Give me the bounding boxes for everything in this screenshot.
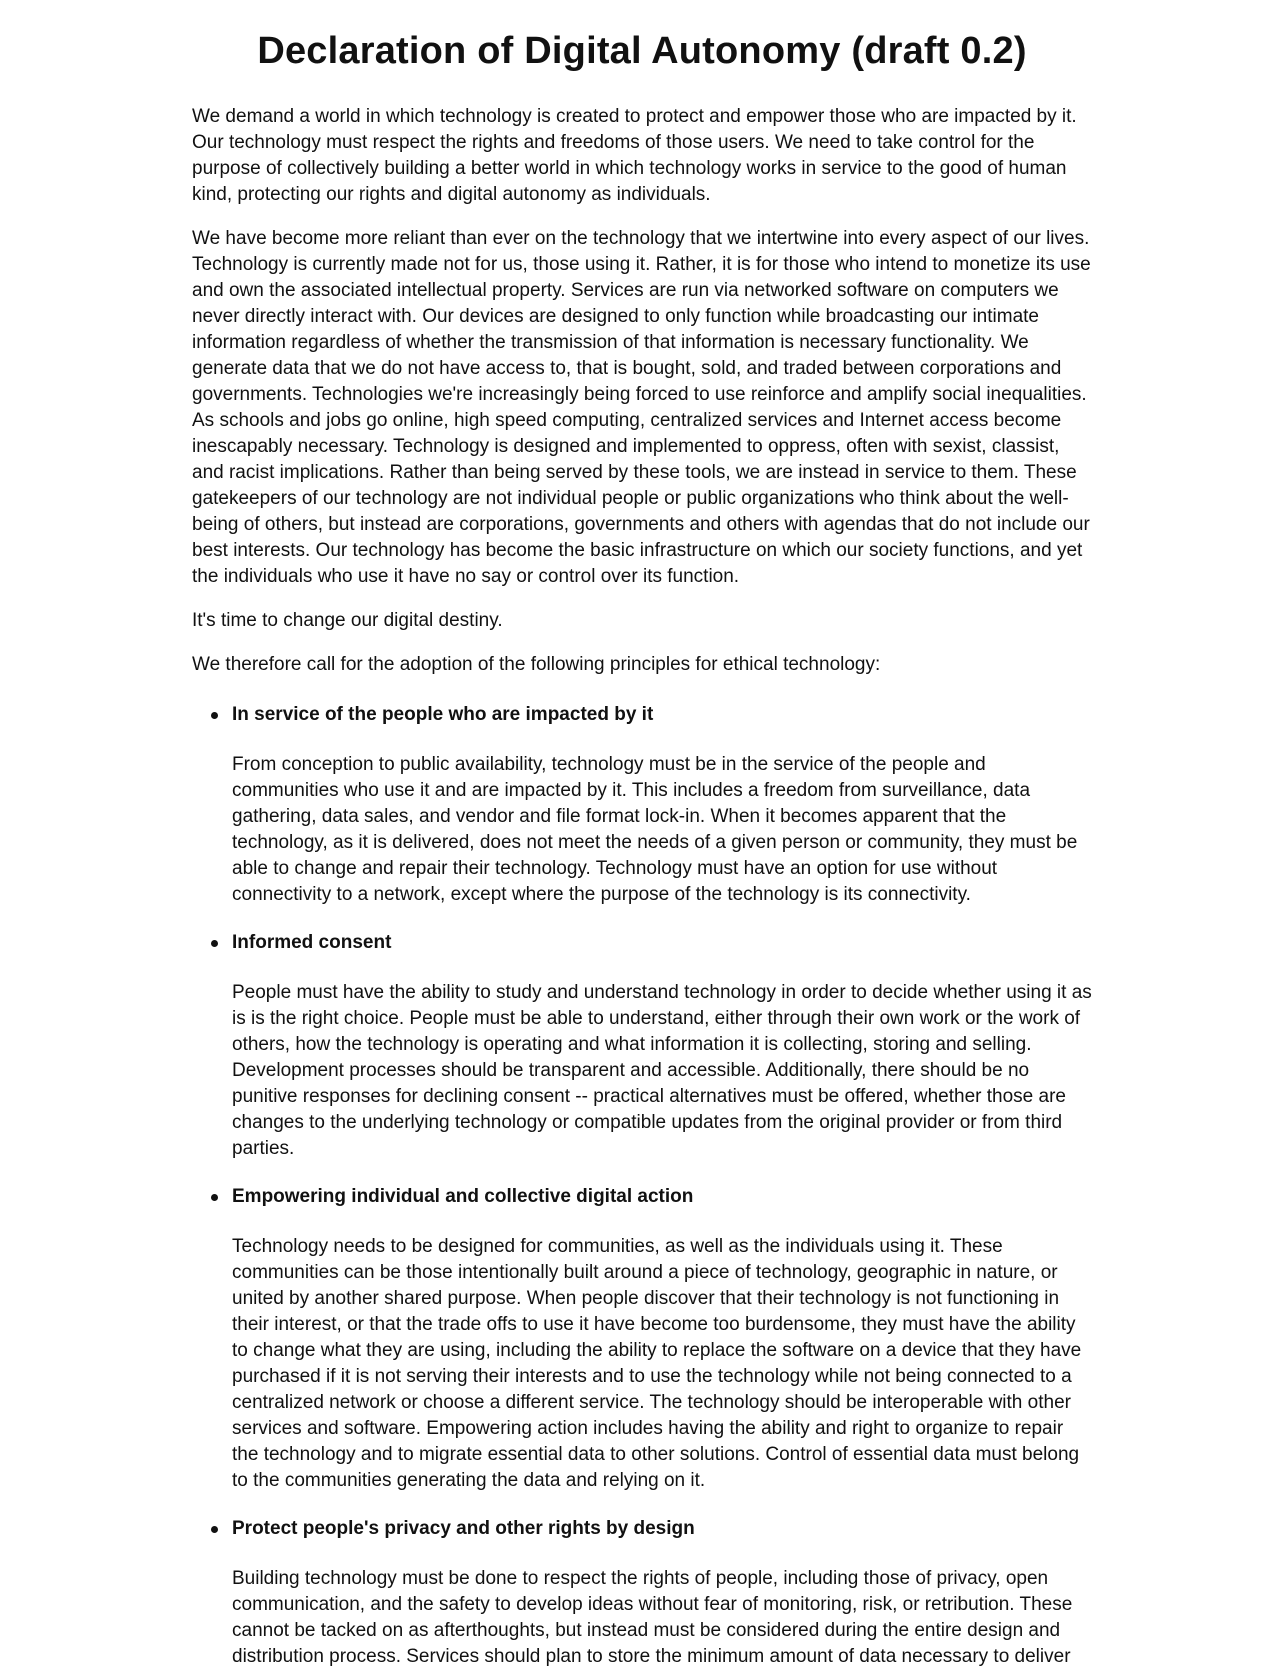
bullet-icon [211, 940, 218, 947]
principle-item-service [192, 702, 1092, 908]
principle-body: People must have the ability to study and understand technology in order to decide whether using it as is is the right choice. People must be able to understand, either through their own work or the work of others, how the technology is operating and what information it is collecting, storing and selling. Development processes should be transparent and accessible. Additionally, there should be no punitive responses for declining consent -- practical alternatives must be offered, whether those are changes to the underlying technology or compatible updates from the original provider or from third parties. [232, 982, 1092, 1159]
bullet-icon [211, 1526, 218, 1533]
bullet-icon [211, 712, 218, 719]
principle-body: Technology needs to be designed for communities, as well as the individuals using it. These communities can be those intentionally built around a piece of technology, geographic in nature, or united by another shared purpose. When people discover that their technology is not functioning in their interest, or that the trade offs to use it have become too burdensome, they must have the ability to change what they are using, including the ability to replace the software on a device that they have purchased if it is not serving their interests and to use the technology while not being connected to a centralized network or choose a different service. The technology should be interoperable with other services and software. Empowering action includes having the ability and right to organize to repair the technology and to migrate essential data to other solutions. Control of essential data must belong to the communities generating the data and relying on it. [232, 1236, 1082, 1491]
principle-item-privacy [192, 1516, 1092, 1670]
principle-item-action [192, 1184, 1092, 1494]
principles-list [192, 702, 1092, 1670]
principle-body: Building technology must be done to respect the rights of people, including those of privacy, open communication, and the safety to develop ideas without fear of monitoring, risk, or retribution. These cannot be tacked on as afterthoughts, but instead must be considered during the entire design and distribution process. Services should plan to store the minimum amount of data necessary to deliver [232, 1568, 1073, 1667]
page-title: Declaration of Digital Autonomy (draft 0.2) [257, 30, 1027, 72]
intro-paragraph-2: We have become more reliant than ever on the technology that we intertwine into every aspect of our lives. Technology is currently made not for us, those using it. Rather, it is for those who intend to monetize its use and own the associated intellectual property. Services are run via networked software on computers we never directly interact with. Our devices are designed to only function while broadcasting our intimate information regardless of whether the transmission of that information is necessary functionality. We generate data that we do not have access to, that is bought, sold, and traded between corporations and governments. Technologies we're increasingly being forced to use reinforce and amplify social inequalities. As schools and jobs go online, high speed computing, centralized services and Internet access become inescapably necessary. Technology is designed and implemented to oppress, often with sexist, classist, and racist implications. Rather than being served by these tools, we are instead in service to them. These gatekeepers of our technology are not individual people or public organizations who think about the well-being of others, but instead are corporations, governments and others with agendas that do not include our best interests. Our technology has become the basic infrastructure on which our society functions, and yet the individuals who use it have no say or control over its function. [192, 228, 1091, 587]
principle-title: In service of the people who are impacted by it [232, 704, 654, 725]
principle-title: Protect people's privacy and other rights by design [232, 1518, 695, 1539]
intro-paragraph-1: We demand a world in which technology is created to protect and empower those who are impacted by it. Our technology must respect the rights and freedoms of those users. We need to take control for the purpose of collectively building a better world in which technology works in service to the good of human kind, protecting our rights and digital autonomy as individuals. [192, 106, 1077, 205]
intro-paragraph-3: It's time to change our digital destiny. [192, 610, 503, 631]
intro-paragraph-4: We therefore call for the adoption of the following principles for ethical technology: [192, 654, 881, 675]
principle-title: Empowering individual and collective digital action [232, 1186, 694, 1207]
document-content [192, 24, 1092, 1671]
principle-body: From conception to public availability, technology must be in the service of the people and communities who use it and are impacted by it. This includes a freedom from surveillance, data gathering, data sales, and vendor and file format lock-in. When it becomes apparent that the technology, as it is delivered, does not meet the needs of a given person or community, they must be able to change and repair their technology. Technology must have an option for use without connectivity to a network, except where the purpose of the technology is its connectivity. [232, 754, 1078, 905]
principle-item-consent [192, 930, 1092, 1162]
principle-title: Informed consent [232, 932, 392, 953]
bullet-icon [211, 1194, 218, 1201]
